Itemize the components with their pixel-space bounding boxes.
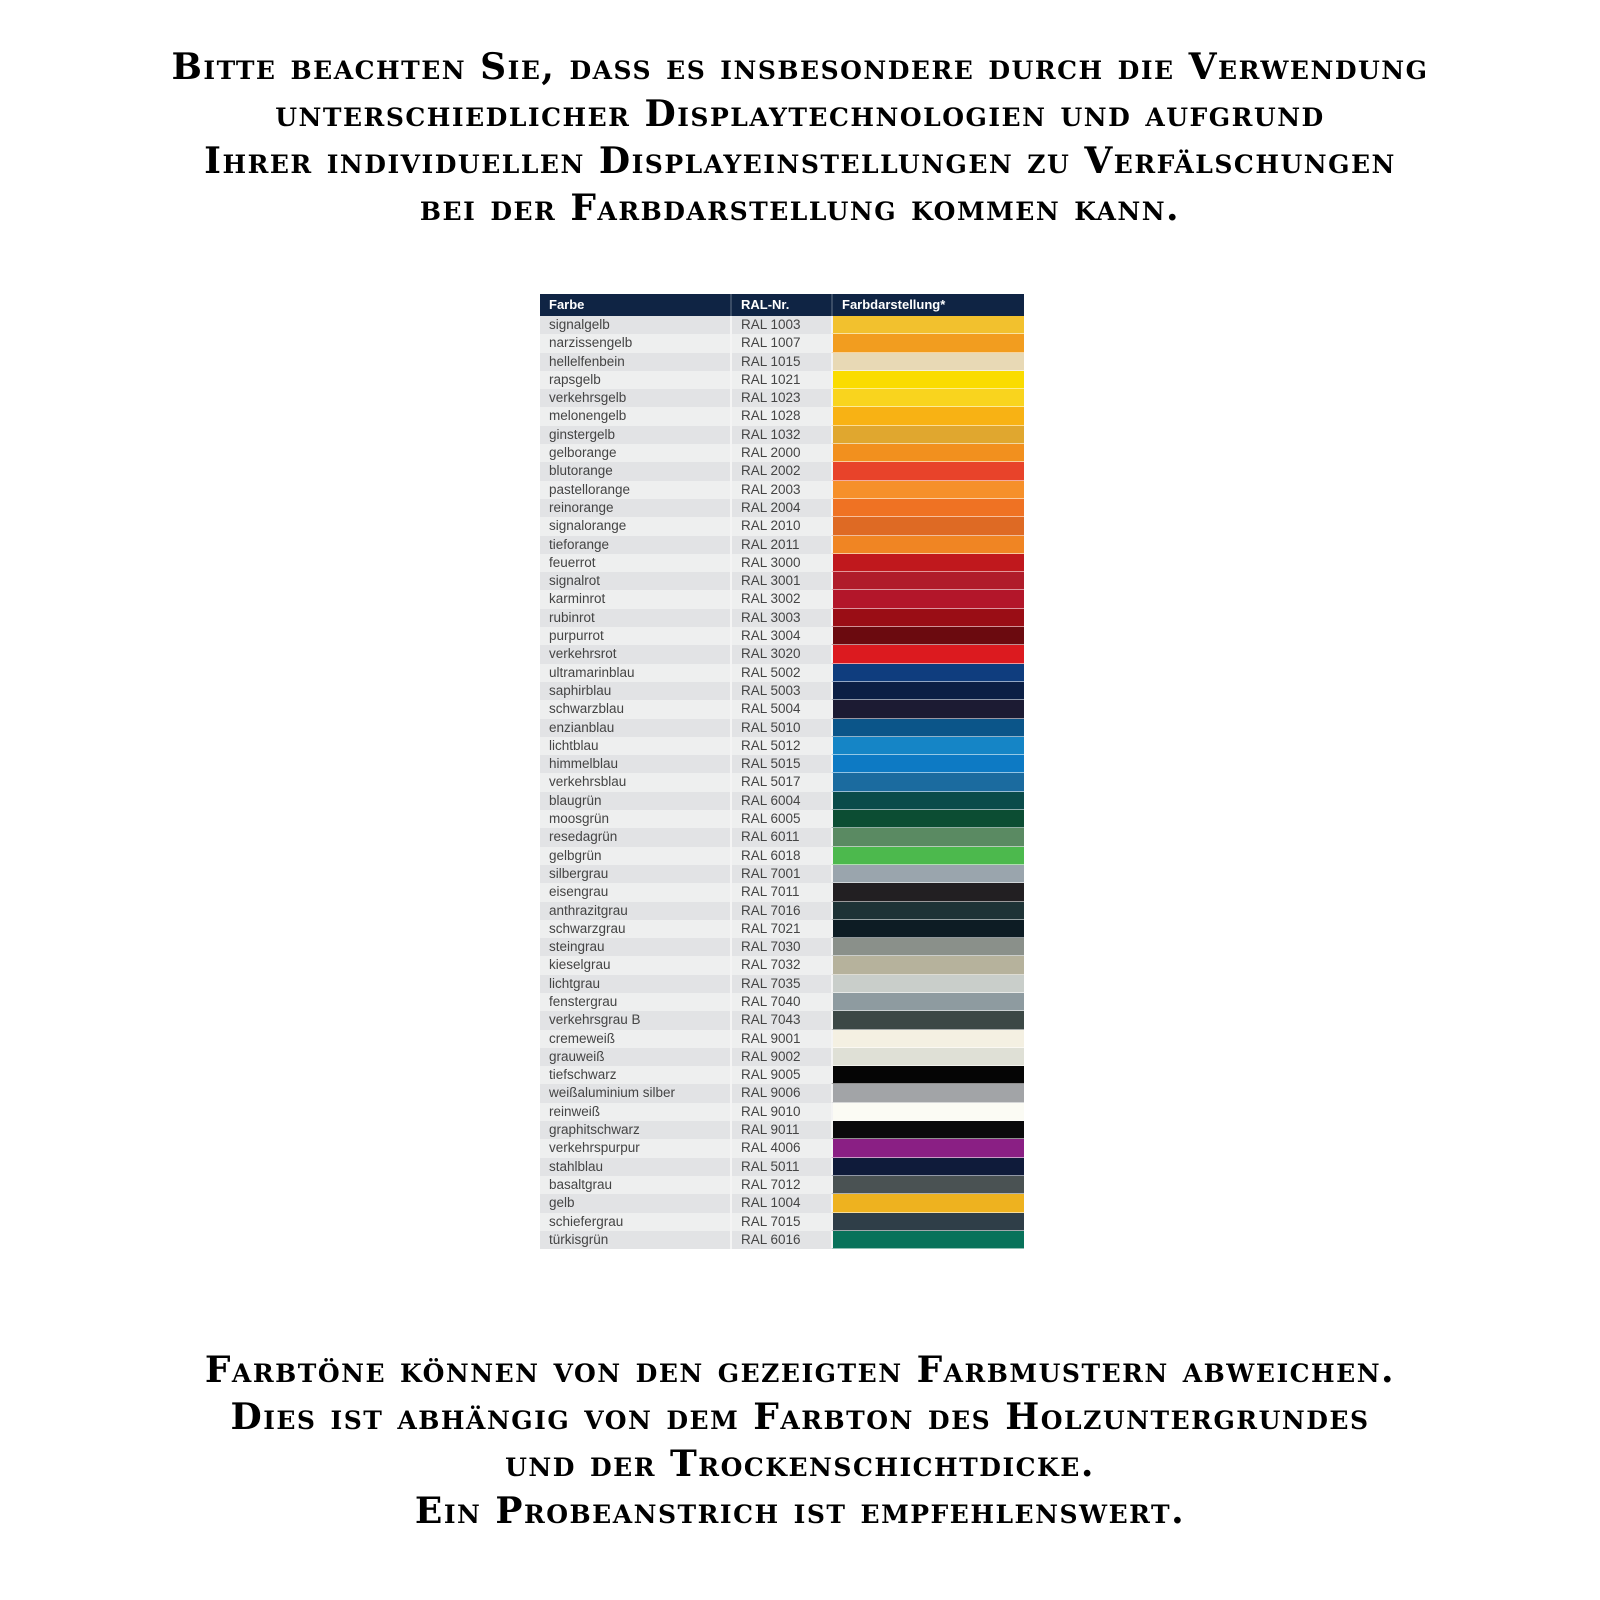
color-swatch bbox=[831, 1213, 1024, 1231]
color-name: rapsgelb bbox=[540, 371, 730, 389]
ral-number: RAL 5011 bbox=[730, 1158, 831, 1176]
color-swatch bbox=[831, 1030, 1024, 1048]
ral-number: RAL 7012 bbox=[730, 1176, 831, 1194]
ral-number: RAL 9006 bbox=[730, 1084, 831, 1102]
color-name: silbergrau bbox=[540, 865, 730, 883]
color-swatch bbox=[831, 426, 1024, 444]
color-name: steingrau bbox=[540, 938, 730, 956]
ral-number: RAL 7021 bbox=[730, 920, 831, 938]
table-row bbox=[540, 426, 1024, 444]
color-swatch bbox=[831, 645, 1024, 663]
display-disclaimer bbox=[0, 44, 1600, 232]
ral-number: RAL 9002 bbox=[730, 1048, 831, 1066]
header-farbe: Farbe bbox=[549, 297, 585, 312]
table-row bbox=[540, 481, 1024, 499]
table-row bbox=[540, 883, 1024, 901]
ral-number: RAL 2003 bbox=[730, 481, 831, 499]
notice-line: und der Trockenschichtdicke. bbox=[505, 1443, 1095, 1485]
color-name: graphitschwarz bbox=[540, 1121, 730, 1139]
disclaimer-line: unterschiedlicher Displaytechnologien und aufgrund bbox=[275, 93, 1325, 135]
ral-number: RAL 9011 bbox=[730, 1121, 831, 1139]
color-swatch bbox=[831, 773, 1024, 791]
ral-number: RAL 9001 bbox=[730, 1030, 831, 1048]
table-row bbox=[540, 755, 1024, 773]
ral-number: RAL 7015 bbox=[730, 1213, 831, 1231]
ral-number: RAL 6011 bbox=[730, 828, 831, 846]
ral-number: RAL 2000 bbox=[730, 444, 831, 462]
table-row bbox=[540, 792, 1024, 810]
disclaimer-line: bei der Farbdarstellung kommen kann. bbox=[419, 187, 1181, 229]
ral-number: RAL 2010 bbox=[730, 517, 831, 535]
table-row bbox=[540, 1158, 1024, 1176]
color-swatch bbox=[831, 755, 1024, 773]
color-name: gelbgrün bbox=[540, 847, 730, 865]
ral-number: RAL 3001 bbox=[730, 572, 831, 590]
ral-number: RAL 1023 bbox=[730, 389, 831, 407]
color-swatch bbox=[831, 792, 1024, 810]
ral-number: RAL 3000 bbox=[730, 554, 831, 572]
color-name: verkehrsblau bbox=[540, 773, 730, 791]
ral-number: RAL 1028 bbox=[730, 407, 831, 425]
table-row bbox=[540, 1011, 1024, 1029]
ral-number: RAL 9005 bbox=[730, 1066, 831, 1084]
color-swatch bbox=[831, 920, 1024, 938]
color-name: schwarzgrau bbox=[540, 920, 730, 938]
color-name: grauweiß bbox=[540, 1048, 730, 1066]
table-row bbox=[540, 847, 1024, 865]
table-row bbox=[540, 1213, 1024, 1231]
table-row bbox=[540, 700, 1024, 718]
color-name: rubinrot bbox=[540, 609, 730, 627]
table-row bbox=[540, 1066, 1024, 1084]
table-row bbox=[540, 353, 1024, 371]
color-name: purpurrot bbox=[540, 627, 730, 645]
color-name: cremeweiß bbox=[540, 1030, 730, 1048]
table-row bbox=[540, 499, 1024, 517]
notice-line: Dies ist abhängig von dem Farbton des Holzuntergrundes bbox=[230, 1396, 1370, 1438]
color-name: fenstergrau bbox=[540, 993, 730, 1011]
table-row bbox=[540, 1048, 1024, 1066]
ral-number: RAL 7016 bbox=[730, 902, 831, 920]
color-swatch bbox=[831, 517, 1024, 535]
ral-number: RAL 7001 bbox=[730, 865, 831, 883]
color-swatch bbox=[831, 554, 1024, 572]
table-row bbox=[540, 1084, 1024, 1102]
color-name: narzissengelb bbox=[540, 334, 730, 352]
color-name: tieforange bbox=[540, 536, 730, 554]
ral-color-table bbox=[540, 294, 1024, 1249]
color-swatch bbox=[831, 389, 1024, 407]
ral-number: RAL 7040 bbox=[730, 993, 831, 1011]
color-swatch bbox=[831, 1103, 1024, 1121]
color-swatch bbox=[831, 609, 1024, 627]
ral-number: RAL 6018 bbox=[730, 847, 831, 865]
color-swatch bbox=[831, 847, 1024, 865]
table-body bbox=[540, 316, 1024, 1249]
color-name: basaltgrau bbox=[540, 1176, 730, 1194]
color-swatch bbox=[831, 1194, 1024, 1212]
table-row bbox=[540, 1194, 1024, 1212]
ral-number: RAL 3004 bbox=[730, 627, 831, 645]
color-name: ginstergelb bbox=[540, 426, 730, 444]
color-name: resedagrün bbox=[540, 828, 730, 846]
color-name: feuerrot bbox=[540, 554, 730, 572]
table-row bbox=[540, 572, 1024, 590]
color-name: eisengrau bbox=[540, 883, 730, 901]
table-header bbox=[540, 294, 1024, 316]
color-name: schiefergrau bbox=[540, 1213, 730, 1231]
table-row bbox=[540, 1103, 1024, 1121]
table-row bbox=[540, 828, 1024, 846]
table-row bbox=[540, 609, 1024, 627]
ral-number: RAL 2004 bbox=[730, 499, 831, 517]
color-swatch bbox=[831, 1158, 1024, 1176]
ral-number: RAL 4006 bbox=[730, 1139, 831, 1157]
table-row bbox=[540, 1231, 1024, 1249]
disclaimer-line: Bitte beachten Sie, dass es insbesondere durch die Verwendung bbox=[171, 46, 1429, 88]
color-name: ultramarinblau bbox=[540, 664, 730, 682]
ral-number: RAL 3003 bbox=[730, 609, 831, 627]
table-row bbox=[540, 444, 1024, 462]
color-name: signalorange bbox=[540, 517, 730, 535]
notice-line: Farbtöne können von den gezeigten Farbmustern abweichen. bbox=[204, 1349, 1396, 1391]
color-swatch bbox=[831, 865, 1024, 883]
table-row bbox=[540, 902, 1024, 920]
color-swatch bbox=[831, 1011, 1024, 1029]
color-name: lichtgrau bbox=[540, 975, 730, 993]
color-swatch bbox=[831, 316, 1024, 334]
color-name: signalrot bbox=[540, 572, 730, 590]
color-swatch bbox=[831, 334, 1024, 352]
table-row bbox=[540, 371, 1024, 389]
ral-number: RAL 1015 bbox=[730, 353, 831, 371]
ral-number: RAL 5004 bbox=[730, 700, 831, 718]
color-swatch bbox=[831, 499, 1024, 517]
header-farbdarstellung: Farbdarstellung* bbox=[831, 294, 1024, 316]
color-name: kieselgrau bbox=[540, 956, 730, 974]
color-swatch bbox=[831, 1139, 1024, 1157]
ral-number: RAL 3002 bbox=[730, 590, 831, 608]
table-row bbox=[540, 645, 1024, 663]
ral-number: RAL 1021 bbox=[730, 371, 831, 389]
color-name: enzianblau bbox=[540, 719, 730, 737]
color-swatch bbox=[831, 353, 1024, 371]
table-row bbox=[540, 1030, 1024, 1048]
ral-number: RAL 7035 bbox=[730, 975, 831, 993]
color-swatch bbox=[831, 481, 1024, 499]
color-name: hellelfenbein bbox=[540, 353, 730, 371]
table-row bbox=[540, 773, 1024, 791]
color-swatch bbox=[831, 938, 1024, 956]
ral-number: RAL 7030 bbox=[730, 938, 831, 956]
header-ral-nr: RAL-Nr. bbox=[730, 294, 831, 316]
color-swatch bbox=[831, 682, 1024, 700]
ral-number: RAL 6004 bbox=[730, 792, 831, 810]
color-swatch bbox=[831, 1048, 1024, 1066]
color-variation-notice bbox=[0, 1347, 1600, 1535]
ral-number: RAL 5017 bbox=[730, 773, 831, 791]
ral-number: RAL 1004 bbox=[730, 1194, 831, 1212]
table-row bbox=[540, 1121, 1024, 1139]
color-name: saphirblau bbox=[540, 682, 730, 700]
color-swatch bbox=[831, 810, 1024, 828]
color-swatch bbox=[831, 883, 1024, 901]
color-swatch bbox=[831, 371, 1024, 389]
color-swatch bbox=[831, 700, 1024, 718]
table-row bbox=[540, 664, 1024, 682]
ral-number: RAL 3020 bbox=[730, 645, 831, 663]
color-swatch bbox=[831, 1176, 1024, 1194]
color-name: melonengelb bbox=[540, 407, 730, 425]
ral-number: RAL 9010 bbox=[730, 1103, 831, 1121]
color-swatch bbox=[831, 956, 1024, 974]
color-swatch bbox=[831, 1121, 1024, 1139]
color-swatch bbox=[831, 993, 1024, 1011]
table-row bbox=[540, 737, 1024, 755]
color-swatch bbox=[831, 1231, 1024, 1249]
ral-number: RAL 5002 bbox=[730, 664, 831, 682]
color-swatch bbox=[831, 902, 1024, 920]
ral-number: RAL 5003 bbox=[730, 682, 831, 700]
color-name: reinorange bbox=[540, 499, 730, 517]
color-swatch bbox=[831, 719, 1024, 737]
color-swatch bbox=[831, 975, 1024, 993]
color-name: stahlblau bbox=[540, 1158, 730, 1176]
table-row bbox=[540, 334, 1024, 352]
ral-number: RAL 7043 bbox=[730, 1011, 831, 1029]
table-row bbox=[540, 554, 1024, 572]
table-row bbox=[540, 517, 1024, 535]
ral-number: RAL 2002 bbox=[730, 462, 831, 480]
ral-number: RAL 1032 bbox=[730, 426, 831, 444]
table-row bbox=[540, 810, 1024, 828]
color-name: anthrazitgrau bbox=[540, 902, 730, 920]
color-name: blutorange bbox=[540, 462, 730, 480]
table-row bbox=[540, 920, 1024, 938]
color-name: signalgelb bbox=[540, 316, 730, 334]
color-swatch bbox=[831, 462, 1024, 480]
table-row bbox=[540, 993, 1024, 1011]
table-row bbox=[540, 938, 1024, 956]
table-row bbox=[540, 1176, 1024, 1194]
disclaimer-line: Ihrer individuellen Displayeinstellungen zu Verfälschungen bbox=[204, 140, 1396, 182]
color-name: weißaluminium silber bbox=[540, 1084, 730, 1102]
color-name: blaugrün bbox=[540, 792, 730, 810]
ral-number: RAL 6016 bbox=[730, 1231, 831, 1249]
color-name: verkehrsrot bbox=[540, 645, 730, 663]
ral-number: RAL 1003 bbox=[730, 316, 831, 334]
color-swatch bbox=[831, 590, 1024, 608]
color-name: türkisgrün bbox=[540, 1231, 730, 1249]
ral-number: RAL 5015 bbox=[730, 755, 831, 773]
color-name: karminrot bbox=[540, 590, 730, 608]
color-swatch bbox=[831, 828, 1024, 846]
table-row bbox=[540, 462, 1024, 480]
ral-number: RAL 5010 bbox=[730, 719, 831, 737]
color-name: moosgrün bbox=[540, 810, 730, 828]
color-name: tiefschwarz bbox=[540, 1066, 730, 1084]
color-name: verkehrspurpur bbox=[540, 1139, 730, 1157]
table-row bbox=[540, 975, 1024, 993]
color-name: reinweiß bbox=[540, 1103, 730, 1121]
color-swatch bbox=[831, 536, 1024, 554]
table-row bbox=[540, 1139, 1024, 1157]
color-swatch bbox=[831, 664, 1024, 682]
ral-number: RAL 5012 bbox=[730, 737, 831, 755]
color-name: schwarzblau bbox=[540, 700, 730, 718]
color-name: himmelblau bbox=[540, 755, 730, 773]
color-swatch bbox=[831, 1084, 1024, 1102]
ral-number: RAL 6005 bbox=[730, 810, 831, 828]
table-row bbox=[540, 865, 1024, 883]
color-swatch bbox=[831, 1066, 1024, 1084]
table-row bbox=[540, 389, 1024, 407]
table-row bbox=[540, 536, 1024, 554]
color-name: pastellorange bbox=[540, 481, 730, 499]
color-swatch bbox=[831, 627, 1024, 645]
color-name: lichtblau bbox=[540, 737, 730, 755]
table-row bbox=[540, 407, 1024, 425]
ral-number: RAL 7011 bbox=[730, 883, 831, 901]
color-name: verkehrsgelb bbox=[540, 389, 730, 407]
color-name: gelb bbox=[540, 1194, 730, 1212]
table-row bbox=[540, 682, 1024, 700]
table-row bbox=[540, 590, 1024, 608]
notice-line: Ein Probeanstrich ist empfehlenswert. bbox=[414, 1490, 1186, 1532]
table-row bbox=[540, 627, 1024, 645]
ral-number: RAL 7032 bbox=[730, 956, 831, 974]
ral-number: RAL 1007 bbox=[730, 334, 831, 352]
table-row bbox=[540, 956, 1024, 974]
color-swatch bbox=[831, 444, 1024, 462]
table-row bbox=[540, 719, 1024, 737]
color-name: verkehrsgrau B bbox=[540, 1011, 730, 1029]
color-name: gelborange bbox=[540, 444, 730, 462]
color-swatch bbox=[831, 737, 1024, 755]
color-swatch bbox=[831, 572, 1024, 590]
table-row bbox=[540, 316, 1024, 334]
color-swatch bbox=[831, 407, 1024, 425]
ral-number: RAL 2011 bbox=[730, 536, 831, 554]
